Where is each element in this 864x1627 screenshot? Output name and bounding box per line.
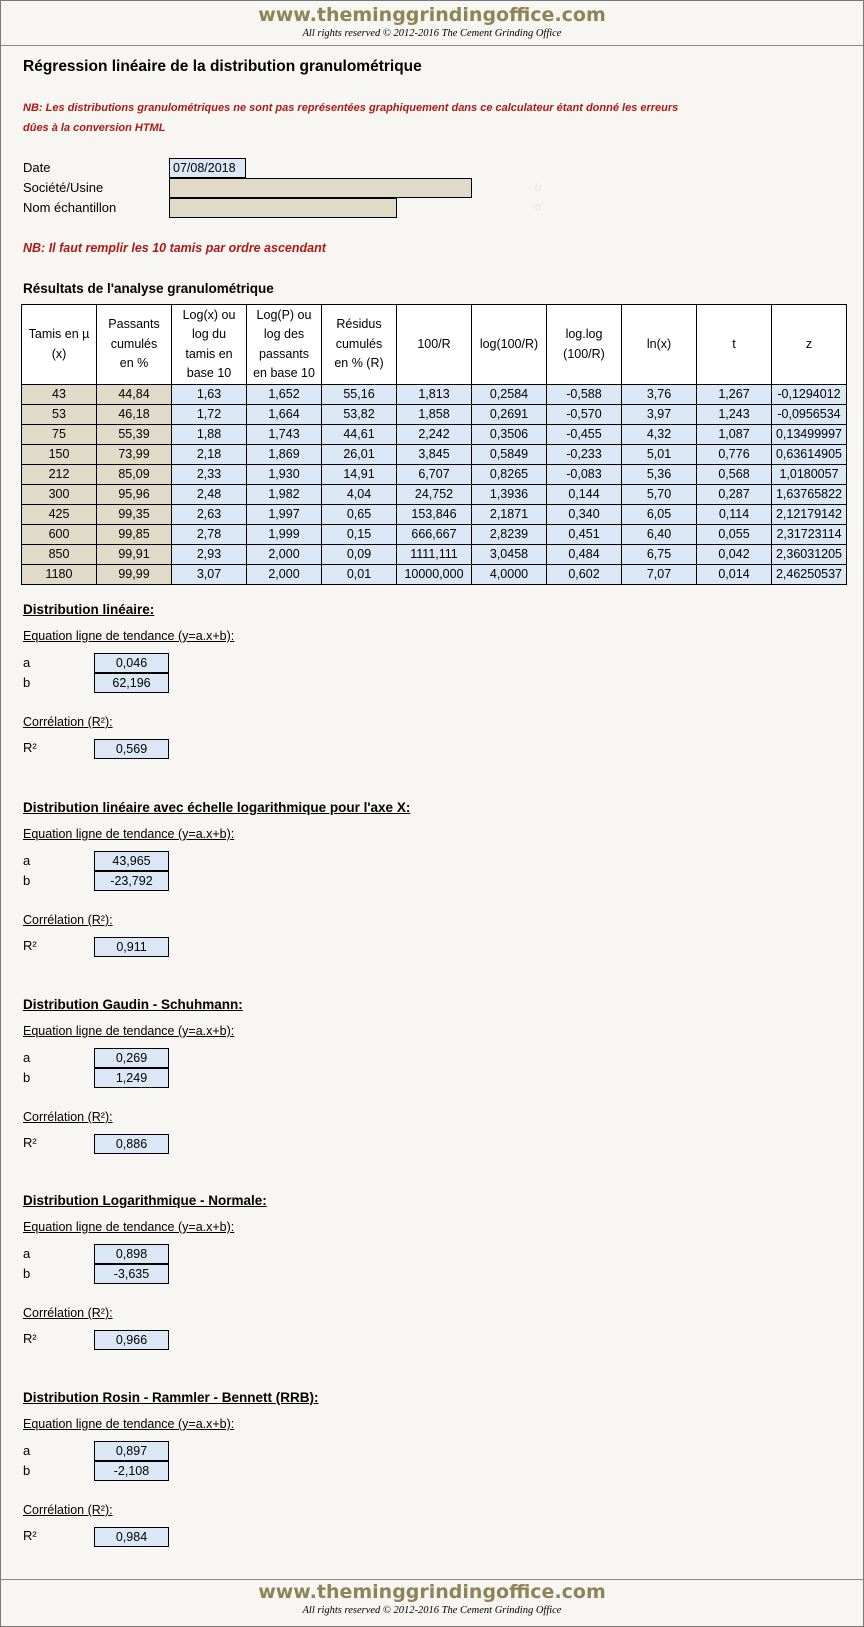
cell-log-inv-r: 0,2584 [472,385,547,405]
cell-logp: 1,664 [247,405,322,425]
cell-sieve[interactable]: 300 [22,485,97,505]
trend-equation-label: Equation ligne de tendance (y=a.x+b): [23,1024,235,1038]
cell-inv-r: 10000,000 [397,565,472,585]
coef-b-value: -2,108 [94,1461,169,1481]
cell-residue: 0,01 [322,565,397,585]
r2-label: R² [23,1135,37,1150]
r2-value: 0,911 [94,937,169,957]
cell-passing[interactable]: 99,85 [97,525,172,545]
date-field[interactable]: 07/08/2018 [169,158,246,178]
cell-sieve[interactable]: 43 [22,385,97,405]
coef-a-value: 0,898 [94,1244,169,1264]
trend-equation-label: Equation ligne de tendance (y=a.x+b): [23,629,235,643]
section-title: Distribution Rosin - Rammler - Bennett (RRB): [23,1390,319,1405]
cell-log-inv-r: 4,0000 [472,565,547,585]
cell-t: 1,243 [697,405,772,425]
section-title: Distribution Gaudin - Schuhmann: [23,997,243,1012]
col-header-sieve: Tamis en µ (x) [22,305,97,385]
cell-residue: 53,82 [322,405,397,425]
footer-site-link[interactable]: www.theminggrindingoffice.com [258,1581,606,1603]
cell-logp: 1,743 [247,425,322,445]
col-header-logx: Log(x) ou log du tamis en base 10 [172,305,247,385]
cell-logx: 2,93 [172,545,247,565]
cell-log-inv-r: 2,1871 [472,505,547,525]
cell-log-inv-r: 1,3936 [472,485,547,505]
trend-equation-label: Equation ligne de tendance (y=a.x+b): [23,1220,235,1234]
correlation-label: Corrélation (R²): [23,1110,113,1124]
cell-logx: 2,33 [172,465,247,485]
trend-equation-label: Equation ligne de tendance (y=a.x+b): [23,1417,235,1431]
cell-sieve[interactable]: 1180 [22,565,97,585]
cell-inv-r: 3,845 [397,445,472,465]
col-header-100r: 100/R [397,305,472,385]
r2-value: 0,886 [94,1134,169,1154]
col-header-z: z [772,305,847,385]
col-header-logp: Log(P) ou log des passants en base 10 [247,305,322,385]
cell-logp: 1,982 [247,485,322,505]
coef-b-label: b [23,675,31,690]
cell-inv-r: 1111,111 [397,545,472,565]
table-row [22,565,847,585]
cell-t: 0,042 [697,545,772,565]
coef-a-label: a [23,1050,31,1065]
cell-loglog: 0,602 [547,565,622,585]
cell-loglog: -0,083 [547,465,622,485]
correlation-label: Corrélation (R²): [23,715,113,729]
site-link[interactable]: www.theminggrindingoffice.com [258,4,606,26]
cell-logx: 2,63 [172,505,247,525]
cell-logp: 2,000 [247,545,322,565]
cell-logp: 1,999 [247,525,322,545]
cell-passing[interactable]: 99,35 [97,505,172,525]
r2-label: R² [23,1331,37,1346]
section-title: Distribution Logarithmique - Normale: [23,1193,267,1208]
footer-copyright-text: All rights reserved © 2012-2016 The Cement Grinding Office [302,1605,562,1616]
cell-z: 2,46250537 [772,565,847,585]
cell-logp: 1,997 [247,505,322,525]
correlation-label: Corrélation (R²): [23,1306,113,1320]
date-label: Date [23,160,51,175]
cell-lnx: 6,05 [622,505,697,525]
cell-t: 1,087 [697,425,772,445]
coef-a-label: a [23,1443,31,1458]
col-header-passing: Passants cumulés en % [97,305,172,385]
cell-residue: 55,16 [322,385,397,405]
cell-log-inv-r: 2,8239 [472,525,547,545]
cell-logx: 2,78 [172,525,247,545]
cell-lnx: 5,36 [622,465,697,485]
cell-loglog: 0,484 [547,545,622,565]
coef-b-label: b [23,873,31,888]
cell-z: 2,12179142 [772,505,847,525]
cell-t: 0,014 [697,565,772,585]
cell-residue: 0,09 [322,545,397,565]
cell-z: 1,0180057 [772,465,847,485]
cell-lnx: 5,01 [622,445,697,465]
coef-a-value: 43,965 [94,851,169,871]
coef-a-value: 0,046 [94,653,169,673]
nb-note-line1: NB: Les distributions granulométriques ne sont pas représentées graphiquement dans ce calculateur étant donné les erreurs [23,102,679,114]
r2-label: R² [23,938,37,953]
cell-logp: 1,869 [247,445,322,465]
cell-lnx: 7,07 [622,565,697,585]
cell-z: 2,31723114 [772,525,847,545]
col-header-loglog: log.log (100/R) [547,305,622,385]
copyright-text: All rights reserved © 2012-2016 The Cement Grinding Office [302,28,562,39]
sample-field[interactable] [169,198,397,218]
table-row [22,445,847,465]
cell-logx: 2,48 [172,485,247,505]
cell-residue: 0,15 [322,525,397,545]
company-field[interactable] [169,178,472,198]
cell-passing[interactable]: 85,09 [97,465,172,485]
cell-inv-r: 6,707 [397,465,472,485]
cell-t: 0,776 [697,445,772,465]
page-header [1,4,863,39]
cell-inv-r: 24,752 [397,485,472,505]
cell-log-inv-r: 0,5849 [472,445,547,465]
footer-divider [1,1579,863,1580]
table-row [22,405,847,425]
cell-z: 1,63765822 [772,485,847,505]
coef-b-value: 1,249 [94,1068,169,1088]
correlation-label: Corrélation (R²): [23,913,113,927]
table-row [22,505,847,525]
cell-t: 1,267 [697,385,772,405]
sample-zero-value: 0 [535,202,542,214]
company-label: Société/Usine [23,180,104,195]
header-divider [1,45,863,46]
cell-log-inv-r: 3,0458 [472,545,547,565]
cell-loglog: -0,570 [547,405,622,425]
coef-b-value: 62,196 [94,673,169,693]
cell-passing[interactable]: 95,96 [97,485,172,505]
cell-inv-r: 666,667 [397,525,472,545]
cell-inv-r: 1,858 [397,405,472,425]
cell-loglog: 0,340 [547,505,622,525]
cell-lnx: 6,75 [622,545,697,565]
cell-log-inv-r: 0,8265 [472,465,547,485]
cell-passing[interactable]: 55,39 [97,425,172,445]
table-row [22,545,847,565]
cell-lnx: 3,76 [622,385,697,405]
cell-log-inv-r: 0,2691 [472,405,547,425]
cell-t: 0,055 [697,525,772,545]
cell-t: 0,287 [697,485,772,505]
coef-b-value: -23,792 [94,871,169,891]
table-row [22,525,847,545]
correlation-label: Corrélation (R²): [23,1503,113,1517]
cell-z: 2,36031205 [772,545,847,565]
cell-loglog: 0,451 [547,525,622,545]
page-footer [1,1581,863,1616]
cell-sieve[interactable]: 425 [22,505,97,525]
cell-t: 0,114 [697,505,772,525]
cell-z: 0,13499997 [772,425,847,445]
trend-equation-label: Equation ligne de tendance (y=a.x+b): [23,827,235,841]
cell-residue: 44,61 [322,425,397,445]
cell-lnx: 6,40 [622,525,697,545]
results-table [21,304,847,585]
cell-inv-r: 1,813 [397,385,472,405]
cell-logp: 1,652 [247,385,322,405]
company-zero-value: 0 [535,182,542,194]
cell-residue: 26,01 [322,445,397,465]
cell-sieve[interactable]: 212 [22,465,97,485]
col-header-t: t [697,305,772,385]
r2-value: 0,569 [94,739,169,759]
cell-sieve[interactable]: 850 [22,545,97,565]
col-header-residue: Résidus cumulés en % (R) [322,305,397,385]
coef-a-label: a [23,1246,31,1261]
cell-passing[interactable]: 99,99 [97,565,172,585]
cell-inv-r: 2,242 [397,425,472,445]
cell-z: -0,1294012 [772,385,847,405]
cell-loglog: -0,455 [547,425,622,445]
cell-passing[interactable]: 46,18 [97,405,172,425]
cell-residue: 14,91 [322,465,397,485]
col-header-lnx: ln(x) [622,305,697,385]
section-title: Distribution linéaire avec échelle logarithmique pour l'axe X: [23,800,411,815]
cell-log-inv-r: 0,3506 [472,425,547,445]
cell-loglog: -0,233 [547,445,622,465]
cell-lnx: 4,32 [622,425,697,445]
coef-b-value: -3,635 [94,1264,169,1284]
r2-value: 0,966 [94,1330,169,1350]
r2-label: R² [23,740,37,755]
cell-logp: 1,930 [247,465,322,485]
table-row [22,385,847,405]
cell-residue: 4,04 [322,485,397,505]
cell-passing[interactable]: 44,84 [97,385,172,405]
cell-inv-r: 153,846 [397,505,472,525]
table-header-row [22,305,847,385]
cell-lnx: 5,70 [622,485,697,505]
coef-b-label: b [23,1266,31,1281]
section-title: Distribution linéaire: [23,602,155,617]
cell-logx: 1,72 [172,405,247,425]
col-header-log100r: log(100/R) [472,305,547,385]
cell-sieve[interactable]: 150 [22,445,97,465]
table-row [22,465,847,485]
cell-logx: 3,07 [172,565,247,585]
table-row [22,425,847,445]
cell-sieve[interactable]: 600 [22,525,97,545]
coef-a-label: a [23,853,31,868]
coef-a-value: 0,897 [94,1441,169,1461]
coef-b-label: b [23,1070,31,1085]
cell-lnx: 3,97 [622,405,697,425]
nb-note-line2: dûes à la conversion HTML [23,122,166,134]
cell-logp: 2,000 [247,565,322,585]
sample-label: Nom échantillon [23,200,117,215]
cell-logx: 2,18 [172,445,247,465]
coef-a-value: 0,269 [94,1048,169,1068]
results-title: Résultats de l'analyse granulométrique [23,281,274,296]
cell-logx: 1,88 [172,425,247,445]
r2-value: 0,984 [94,1527,169,1547]
r2-label: R² [23,1528,37,1543]
cell-z: -0,0956534 [772,405,847,425]
table-row [22,485,847,505]
coef-b-label: b [23,1463,31,1478]
nb-fill-note: NB: Il faut remplir les 10 tamis par ordre ascendant [23,241,326,255]
cell-loglog: 0,144 [547,485,622,505]
cell-logx: 1,63 [172,385,247,405]
cell-z: 0,63614905 [772,445,847,465]
coef-a-label: a [23,655,31,670]
cell-residue: 0,65 [322,505,397,525]
cell-sieve[interactable]: 53 [22,405,97,425]
cell-passing[interactable]: 73,99 [97,445,172,465]
cell-loglog: -0,588 [547,385,622,405]
page-title: Régression linéaire de la distribution granulométrique [23,58,422,75]
cell-sieve[interactable]: 75 [22,425,97,445]
cell-passing[interactable]: 99,91 [97,545,172,565]
cell-t: 0,568 [697,465,772,485]
